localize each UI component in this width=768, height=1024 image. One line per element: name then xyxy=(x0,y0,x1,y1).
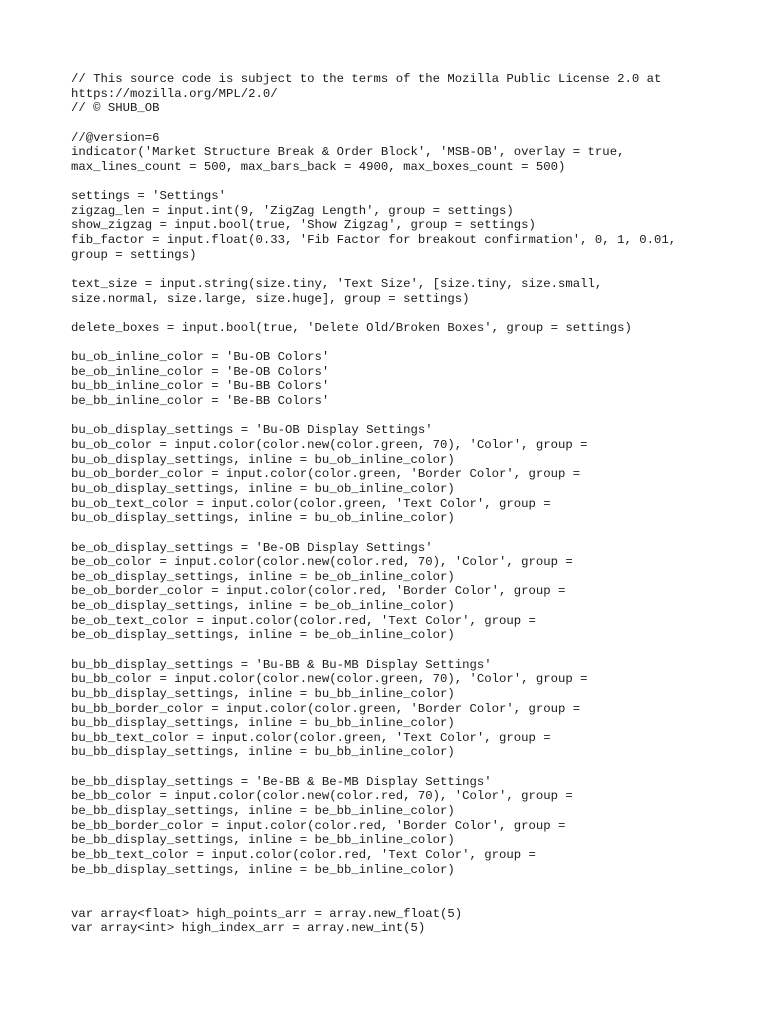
code-line: bu_bb_color = input.color(color.new(color.green, 70), 'Color', group = xyxy=(71,672,588,687)
code-line: bu_ob_text_color = input.color(color.green, 'Text Color', group = xyxy=(71,496,551,511)
blank-line xyxy=(71,116,731,131)
blank-line xyxy=(71,643,731,658)
code-line: var array<int> high_index_arr = array.new_int(5) xyxy=(71,921,426,936)
code-line: bu_bb_display_settings, inline = bu_bb_inline_color) xyxy=(71,686,455,701)
code-line: size.normal, size.large, size.huge], group = settings) xyxy=(71,291,470,306)
blank-line xyxy=(71,409,731,424)
blank-line xyxy=(71,306,731,321)
code-line: be_ob_inline_color = 'Be-OB Colors' xyxy=(71,364,330,379)
code-line: zigzag_len = input.int(9, 'ZigZag Length', group = settings) xyxy=(71,203,514,218)
code-line: max_lines_count = 500, max_bars_back = 4900, max_boxes_count = 500) xyxy=(71,159,566,174)
code-line: bu_bb_text_color = input.color(color.green, 'Text Color', group = xyxy=(71,730,551,745)
code-line: //@version=6 xyxy=(71,130,160,145)
blank-line xyxy=(71,760,731,775)
code-line: bu_bb_border_color = input.color(color.green, 'Border Color', group = xyxy=(71,701,581,716)
code-line: bu_bb_display_settings = 'Bu-BB & Bu-MB Display Settings' xyxy=(71,657,492,672)
code-line: be_ob_border_color = input.color(color.red, 'Border Color', group = xyxy=(71,584,566,599)
code-line: text_size = input.string(size.tiny, 'Text Size', [size.tiny, size.small, xyxy=(71,276,603,291)
code-line: indicator('Market Structure Break & Order Block', 'MSB-OB', overlay = true, xyxy=(71,145,625,160)
code-line: be_bb_display_settings, inline = be_bb_inline_color) xyxy=(71,862,455,877)
code-line: bu_ob_display_settings, inline = bu_ob_inline_color) xyxy=(71,481,455,496)
code-line: delete_boxes = input.bool(true, 'Delete Old/Broken Boxes', group = settings) xyxy=(71,320,632,335)
code-line: be_bb_display_settings, inline = be_bb_inline_color) xyxy=(71,804,455,819)
blank-line xyxy=(71,877,731,892)
code-line: be_ob_color = input.color(color.new(color.red, 70), 'Color', group = xyxy=(71,555,573,570)
code-line: be_bb_color = input.color(color.new(color.red, 70), 'Color', group = xyxy=(71,789,573,804)
code-line: bu_ob_inline_color = 'Bu-OB Colors' xyxy=(71,350,330,365)
blank-line xyxy=(71,336,731,351)
code-line: be_bb_inline_color = 'Be-BB Colors' xyxy=(71,394,330,409)
code-line: settings = 'Settings' xyxy=(71,189,226,204)
code-line: be_bb_display_settings, inline = be_bb_inline_color) xyxy=(71,833,455,848)
code-line: var array<float> high_points_arr = array.new_float(5) xyxy=(71,906,463,921)
blank-line xyxy=(71,526,731,541)
code-line: // This source code is subject to the terms of the Mozilla Public License 2.0 at xyxy=(71,72,662,86)
code-line: bu_ob_display_settings, inline = bu_ob_inline_color) xyxy=(71,511,455,526)
code-line: bu_bb_inline_color = 'Bu-BB Colors' xyxy=(71,379,330,394)
code-line: bu_ob_display_settings, inline = bu_ob_inline_color) xyxy=(71,452,455,467)
code-line: https://mozilla.org/MPL/2.0/ xyxy=(71,86,278,101)
code-line: // © SHUB_OB xyxy=(71,101,160,116)
blank-line xyxy=(71,174,731,189)
code-line: bu_bb_display_settings, inline = bu_bb_inline_color) xyxy=(71,745,455,760)
code-line: be_ob_text_color = input.color(color.red, 'Text Color', group = xyxy=(71,613,536,628)
code-line: bu_ob_color = input.color(color.new(color.green, 70), 'Color', group = xyxy=(71,438,588,453)
code-line: be_ob_display_settings = 'Be-OB Display Settings' xyxy=(71,540,433,555)
code-line: be_bb_border_color = input.color(color.red, 'Border Color', group = xyxy=(71,818,566,833)
code-line: fib_factor = input.float(0.33, 'Fib Factor for breakout confirmation', 0, 1, 0.01, xyxy=(71,233,677,248)
blank-line xyxy=(71,262,731,277)
code-line: be_bb_text_color = input.color(color.red, 'Text Color', group = xyxy=(71,847,536,862)
code-line: bu_ob_display_settings = 'Bu-OB Display Settings' xyxy=(71,423,433,438)
blank-line xyxy=(71,892,731,907)
code-line: be_ob_display_settings, inline = be_ob_inline_color) xyxy=(71,628,455,643)
code-line: be_ob_display_settings, inline = be_ob_inline_color) xyxy=(71,599,455,614)
code-line: be_bb_display_settings = 'Be-BB & Be-MB Display Settings' xyxy=(71,774,492,789)
code-line: be_ob_display_settings, inline = be_ob_inline_color) xyxy=(71,569,455,584)
code-line: show_zigzag = input.bool(true, 'Show Zigzag', group = settings) xyxy=(71,218,536,233)
source-code-block xyxy=(71,72,731,936)
code-line: bu_ob_border_color = input.color(color.green, 'Border Color', group = xyxy=(71,467,581,482)
code-line: bu_bb_display_settings, inline = bu_bb_inline_color) xyxy=(71,716,455,731)
code-line: group = settings) xyxy=(71,247,197,262)
